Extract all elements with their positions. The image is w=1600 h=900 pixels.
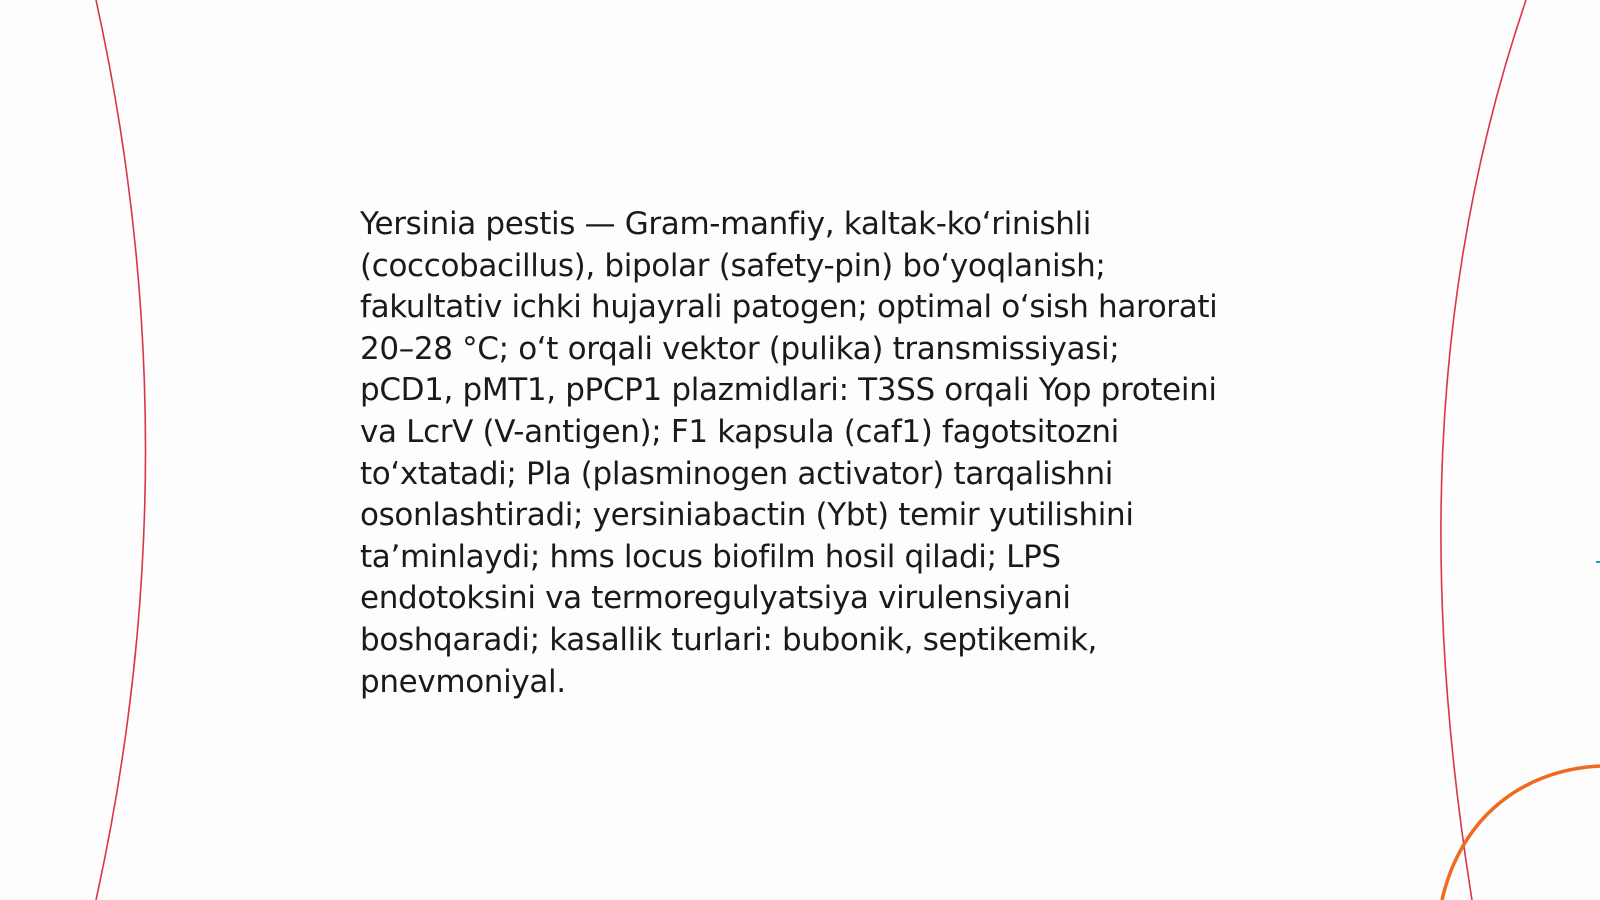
orange-circle-arc (1442, 766, 1600, 900)
left-arc (96, 0, 146, 900)
right-arc (1441, 0, 1526, 900)
body-text: Yersinia pestis — Gram-manfiy, kaltak-koʻrinishli (coccobacillus), bipolar (safety-pin) boʻyoqlanish; fakultativ ichki hujayrali patogen; optimal oʻsish harorati 20–28 °C; oʻt orqali vektor (pulika) transmissiyasi; pCD1, pMT1, pPCP1 plazmidlari: T3SS orqali Yop proteini va LcrV (V-antigen); F1 kapsula (caf1) fagotsitozni toʻxtatadi; Pla (plasminogen activator) tarqalishni osonlashtiradi; yersiniabactin (Ybt) temir yutilishini taʼminlaydi; hms locus biofilm hosil qiladi; LPS endotoksini va termoregulyatsiya virulensiyani boshqaradi; kasallik turlari: bubonik, septikemik, pnevmoniyal. (360, 206, 1218, 700)
